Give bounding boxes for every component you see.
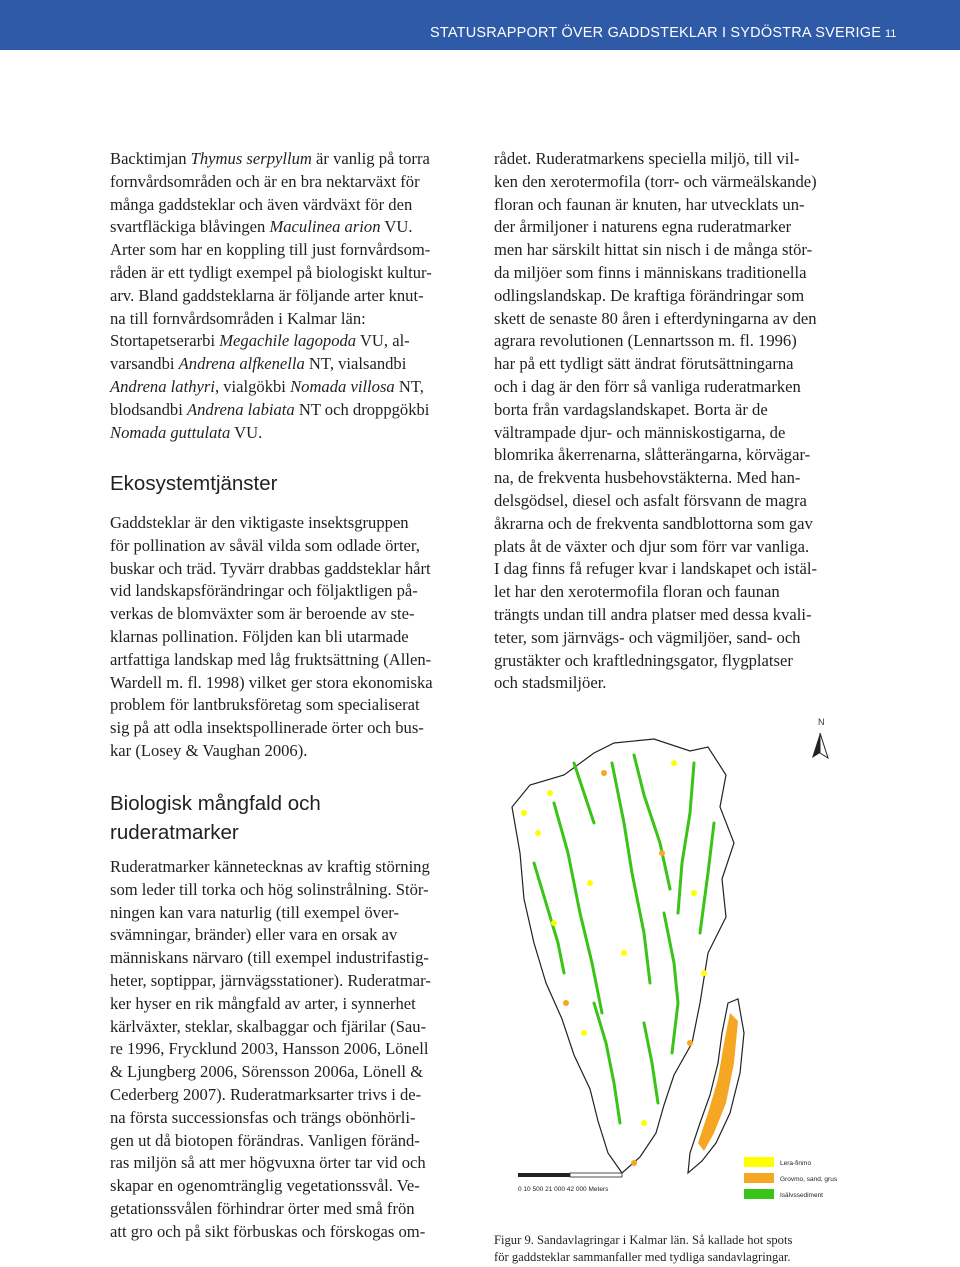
text-line: I dag finns få refuger kvar i landskapet och istäl-: [494, 559, 817, 579]
text-line: och stadsmiljöer.: [494, 673, 607, 693]
text-line: delsgödsel, diesel och asfalt försvann de magra: [494, 490, 807, 510]
text-line: [110, 216, 470, 239]
text-line: [110, 422, 470, 445]
legend-label-esker: Isälvssediment: [780, 1192, 823, 1199]
text-run: svartfläckiga blåvingen: [110, 217, 270, 237]
left-column: [110, 148, 470, 444]
text-line: åkrarna och de frekventa sandblottorna som gav: [494, 513, 813, 533]
species-name: Maculinea arion: [269, 217, 381, 237]
text-line: Cederberg 2007). Ruderatmarksarter trivs i de-: [110, 1084, 422, 1104]
text-line: skapar en ogenomtränglig vegetationssvål. Ve-: [110, 1176, 420, 1196]
text-line: Wardell m. fl. 1998) vilket ger stora ekonomiska: [110, 672, 433, 692]
text-run: NT och droppgökbi: [294, 399, 430, 419]
text-line: vältrampade djur- och människostigarna, de: [494, 422, 786, 442]
ruderat-paragraph: [110, 856, 470, 1244]
species-name: Andrena labiata: [186, 399, 295, 419]
text-line: borta från vardagslandskapet. Borta är de: [494, 399, 768, 419]
text-line: na, de frekventa husbehovstäkterna. Med han-: [494, 468, 801, 488]
text-line: ker hyser en rik mångfald av arter, i synnerhet: [110, 993, 416, 1013]
text-line: kärlväxter, steklar, skalbaggar och fjärilar (Sau-: [110, 1016, 427, 1036]
text-line: människans närvaro (till exempel industrifastig-: [110, 948, 429, 968]
text-line: [110, 148, 470, 171]
figure-caption: [494, 1232, 854, 1266]
text-line: artfattiga landskap med låg fruktsättning (Allen-: [110, 649, 432, 669]
text-line: [110, 171, 470, 194]
text-line: getationssvålen förhindrar örter med små frön: [110, 1198, 415, 1218]
text-run: Stortapetserarbi: [110, 331, 220, 351]
text-run: är vanlig på torra: [311, 149, 430, 168]
text-line: let har den xerotermofila floran och faunan: [494, 582, 780, 602]
text-line: grustäkter och kraftledningsgator, flygplatser: [494, 650, 793, 670]
county-outline: [512, 739, 734, 1173]
text-line: plats åt de växter och djur som förr var vanliga.: [494, 536, 810, 556]
text-line: [110, 308, 470, 331]
text-line: [110, 376, 470, 399]
text-line: da miljöer som finns i människans traditionella: [494, 262, 807, 282]
text-line: sig på att odla insektspollinerade örter och bus-: [110, 718, 424, 738]
text-run: arv. Bland gaddsteklarna är följande arter knut-: [110, 285, 424, 305]
text-line: & Ljungberg 2006, Sörensson 2006a, Lönell &: [110, 1062, 424, 1082]
map-legend: [744, 1157, 838, 1199]
text-line: na första successionsfas och trängs obönhörli-: [110, 1107, 416, 1127]
text-line: ningen kan vara naturlig (till exempel över-: [110, 902, 400, 922]
scale-bar: [518, 1173, 622, 1193]
legend-swatch-esker: [744, 1189, 774, 1199]
page-header: [0, 0, 960, 50]
text-run: VU.: [380, 217, 413, 237]
legend-swatch-sand: [744, 1173, 774, 1183]
north-arrow-icon: [812, 733, 828, 758]
heading-biologisk-line2: ruderatmarker: [110, 821, 239, 844]
heading-biologisk-line1: Biologisk mångfald och: [110, 792, 321, 815]
text-line: har på ett tydligt sätt ändrat förutsättningarna: [494, 354, 794, 374]
species-name: Andrena alfkenella: [178, 354, 305, 374]
caption-line: för gaddsteklar sammanfaller med tydliga sandavlagringar.: [494, 1250, 791, 1264]
text-run: Backtimjan: [110, 149, 191, 168]
text-run: na till fornvårdsområden i Kalmar län:: [110, 308, 366, 328]
scale-label: 0 10 500 21 000 42 000 Meters: [518, 1186, 609, 1193]
heading-ekosystemtjanster: Ekosystemtjänster: [110, 472, 278, 495]
text-line: [110, 330, 470, 353]
text-run: NT,: [394, 376, 424, 396]
text-line: och i dag är den förr så vanliga ruderatmarken: [494, 376, 801, 396]
page-number: 11: [885, 28, 897, 40]
text-run: VU, al-: [356, 331, 410, 351]
species-name: Nomada guttulata: [110, 422, 231, 442]
text-line: klarnas pollination. Följden kan bli utarmade: [110, 626, 409, 646]
text-line: buskar och träd. Tyvärr drabbas gaddsteklar hårt: [110, 558, 431, 578]
text-line: blomrika åkerrenarna, slåtterängarna, körvägar-: [494, 445, 811, 465]
text-line: skett de senaste 80 åren i efterdyningarna av den: [494, 308, 817, 328]
caption-line: Figur 9. Sandavlagringar i Kalmar län. Så kallade hot spots: [494, 1233, 793, 1247]
intro-paragraph: [110, 148, 470, 444]
species-name: Megachile lagopoda: [219, 331, 357, 351]
text-line: trängts undan till andra platser med dessa kvali-: [494, 604, 812, 624]
legend-swatch-clay: [744, 1157, 774, 1167]
text-line: Gaddsteklar är den viktigaste insektsgruppen: [110, 513, 409, 532]
text-line: vid landskapsförändringar och följaktligen på-: [110, 581, 418, 601]
text-line: för pollination av såväl vilda som odlade örter,: [110, 535, 420, 555]
text-run: fornvårdsområden och är en bra nektarväxt för: [110, 171, 420, 191]
species-name: Andrena lathyri: [110, 376, 215, 396]
text-line: [110, 399, 470, 422]
text-run: VU.: [230, 422, 263, 442]
text-line: der årmiljoner i naturens egna ruderatmarker: [494, 217, 792, 237]
text-line: ken den xerotermofila (torr- och värmeälskande): [494, 171, 817, 191]
text-line: men har särskilt hittat sin nisch i de många stör-: [494, 240, 813, 260]
text-run: Arter som har en koppling till just fornvårdsom-: [110, 240, 431, 260]
text-line: kar (Losey & Vaughan 2006).: [110, 740, 308, 760]
text-line: floran och faunan är knuten, har utvecklats un-: [494, 194, 805, 214]
text-line: svämningar, bränder) eller vara en orsak av: [110, 925, 398, 945]
species-name: Nomada villosa: [290, 376, 395, 396]
text-run: NT, vialsandbi: [304, 354, 407, 374]
text-line: [110, 239, 470, 262]
legend-label-clay: Lera-finmo: [780, 1160, 812, 1167]
text-line: teter, som järnvägs- och vägmiljöer, sand- och: [494, 627, 801, 647]
text-line: [110, 262, 470, 285]
text-run: råden är ett tydligt exempel på biologiskt kultur-: [110, 262, 432, 282]
text-run: blodsandbi: [110, 399, 187, 419]
text-line: re 1996, Frycklund 2003, Hansson 2006, Lönell: [110, 1039, 429, 1059]
text-line: Ruderatmarker kännetecknas av kraftig störning: [110, 857, 430, 876]
text-line: ras miljön så att mer högvuxna örter tar vid och: [110, 1153, 426, 1173]
text-run: många gaddsteklar och även värdväxt för den: [110, 194, 413, 214]
right-paragraph: [494, 148, 854, 695]
text-line: verkas de blomväxter som är beroende av ste-: [110, 604, 415, 624]
text-line: heter, soptippar, järnvägsstationer). Ruderatmar-: [110, 970, 431, 990]
text-line: [110, 194, 470, 217]
text-line: som leder till torka och hög solinstrålning. Stör-: [110, 879, 429, 899]
text-line: rådet. Ruderatmarkens speciella miljö, till vil-: [494, 149, 800, 168]
text-run: varsandbi: [110, 354, 179, 374]
text-line: gen ut då biotopen förändras. Vanligen föränd-: [110, 1130, 420, 1150]
right-column: [494, 148, 854, 695]
running-title: STATUSRAPPORT ÖVER GADDSTEKLAR I SYDÖSTRA SVERIGE: [430, 25, 882, 41]
text-line: [110, 285, 470, 308]
map-svg: [494, 703, 854, 1218]
species-name: Thymus serpyllum: [190, 149, 312, 168]
text-line: odlingslandskap. De kraftiga förändringar som: [494, 285, 805, 305]
legend-label-sand: Grovmo, sand, grus: [780, 1176, 838, 1183]
text-line: agrara revolutionen (Lennartsson m. fl. 1996): [494, 331, 797, 351]
sand-deposits-map: [494, 703, 854, 1218]
text-line: att gro och på sikt förbuskas och förskogas om-: [110, 1221, 426, 1241]
text-line: problem för lantbruksföretag som specialiserat: [110, 695, 420, 715]
text-line: [110, 353, 470, 376]
north-label: N: [818, 717, 825, 727]
text-run: , vialgökbi: [214, 376, 291, 396]
ecosystem-paragraph: [110, 512, 470, 763]
